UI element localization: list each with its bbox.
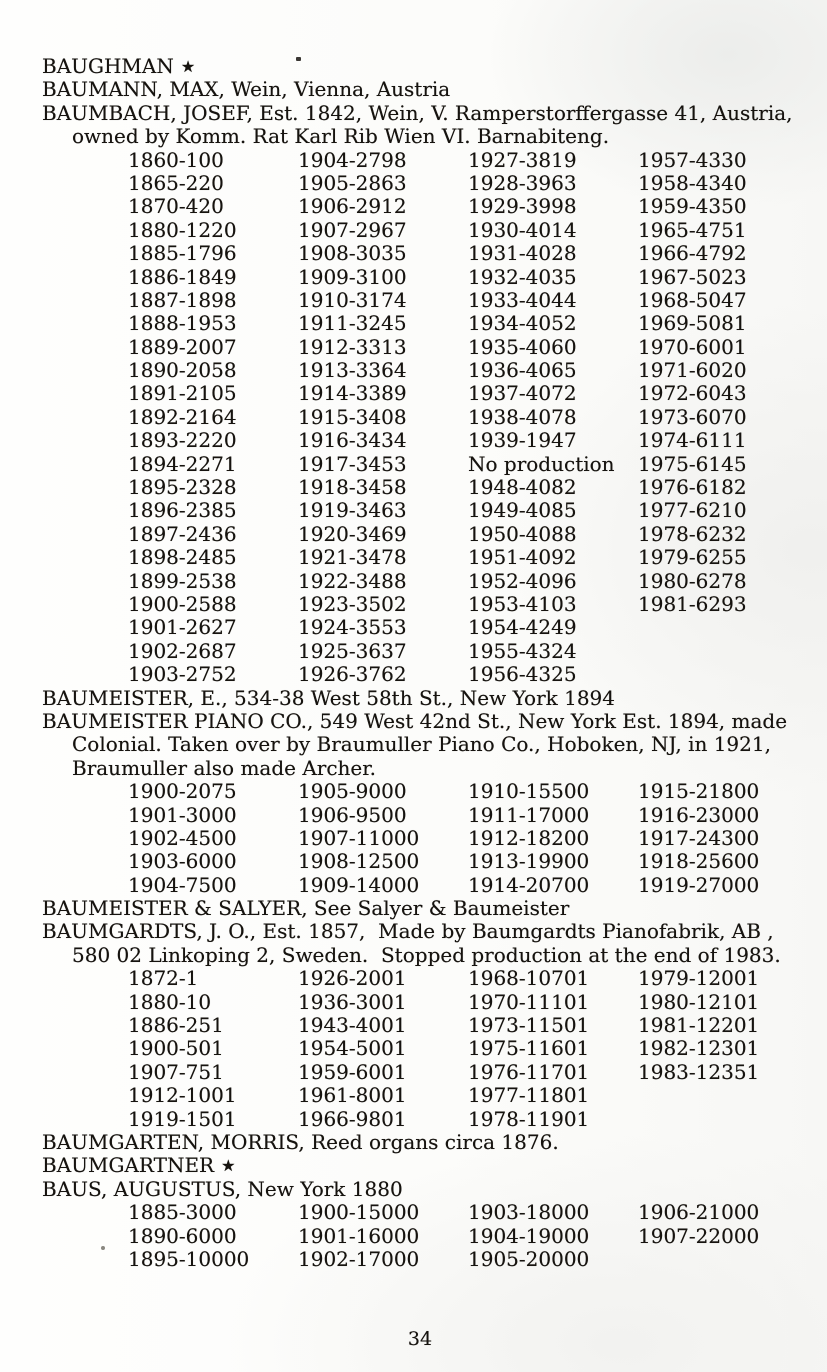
- serial-column: [128, 967, 298, 1131]
- serial-entry: 1926-3762: [298, 662, 407, 687]
- entry-continuation-line: 580 02 Linkoping 2, Sweden. Stopped production at the end of 1983.: [72, 942, 781, 967]
- serial-entry: 1966-4792: [638, 241, 747, 266]
- serial-column: [638, 967, 808, 1131]
- serial-column: [638, 149, 808, 687]
- serial-entry: 1900-15000: [298, 1200, 420, 1225]
- serial-entry: No production: [468, 451, 615, 476]
- serial-entry: 1924-3553: [298, 615, 407, 640]
- serial-entry: 1903-2752: [128, 662, 237, 687]
- serial-entry: 1906-9500: [298, 802, 407, 827]
- serial-entry: 1902-4500: [128, 825, 237, 850]
- entry-heading: [42, 55, 817, 78]
- star-icon: ★: [221, 1156, 236, 1176]
- serial-entry: 1897-2436: [128, 521, 237, 546]
- serial-entry: 1886-251: [128, 1013, 224, 1038]
- serial-entry: 1977-11801: [468, 1083, 590, 1108]
- serial-entry: 1948-4082: [468, 475, 577, 500]
- serial-entry: 1973-11501: [468, 1013, 590, 1038]
- directory-entry: [42, 102, 817, 687]
- serial-entry: 1885-3000: [128, 1200, 237, 1225]
- serial-entry: 1895-2328: [128, 475, 237, 500]
- serial-entry: 1952-4096: [468, 568, 577, 593]
- directory-entry: [42, 1154, 817, 1177]
- serial-entry: 1917-24300: [638, 825, 760, 850]
- serial-column: [468, 1201, 638, 1271]
- serial-number-table: [128, 149, 817, 687]
- entry-heading-text: BAUMEISTER & SALYER, See Salyer & Baumeister: [42, 896, 570, 921]
- serial-entry: 1973-6070: [638, 404, 747, 429]
- serial-entry: 1899-2538: [128, 568, 237, 593]
- directory-entry: [42, 1178, 817, 1272]
- serial-entry: 1919-1501: [128, 1106, 237, 1131]
- serial-entry: 1926-2001: [298, 966, 407, 991]
- serial-column: [298, 780, 468, 897]
- serial-entry: 1956-4325: [468, 662, 577, 687]
- serial-entry: 1915-21800: [638, 779, 760, 804]
- serial-entry: 1872-1: [128, 966, 199, 991]
- entry-heading-text: BAUGHMAN: [42, 54, 174, 78]
- serial-entry: 1979-6255: [638, 545, 747, 570]
- serial-column: [298, 1201, 468, 1271]
- entry-heading: [42, 1178, 817, 1201]
- serial-entry: 1980-6278: [638, 568, 747, 593]
- serial-entry: 1900-2075: [128, 779, 237, 804]
- manufacturer-directory: [42, 55, 817, 1271]
- serial-entry: 1898-2485: [128, 545, 237, 570]
- entry-heading-text: BAUMGARDTS, J. O., Est. 1857, Made by Baumgardts Pianofabrik, AB ,: [42, 919, 774, 944]
- serial-entry: 1870-420: [128, 194, 224, 219]
- serial-entry: 1932-4035: [468, 264, 577, 289]
- serial-entry: 1905-20000: [468, 1246, 590, 1271]
- serial-entry: 1976-6182: [638, 475, 747, 500]
- serial-entry: 1918-3458: [298, 475, 407, 500]
- serial-entry: 1907-22000: [638, 1223, 760, 1248]
- serial-column: [128, 1201, 298, 1271]
- serial-entry: 1975-11601: [468, 1036, 590, 1061]
- entry-heading-text: BAUS, AUGUSTUS, New York 1880: [42, 1176, 403, 1201]
- serial-entry: 1967-5023: [638, 264, 747, 289]
- serial-entry: 1901-2627: [128, 615, 237, 640]
- serial-entry: 1909-14000: [298, 872, 420, 897]
- serial-entry: 1916-3434: [298, 428, 407, 453]
- directory-entry: [42, 78, 817, 101]
- entry-heading: [42, 1131, 817, 1154]
- entry-heading: [42, 1154, 817, 1177]
- serial-entry: 1957-4330: [638, 147, 747, 172]
- serial-entry: 1934-4052: [468, 311, 577, 336]
- serial-entry: 1860-100: [128, 147, 224, 172]
- entry-heading-text: BAUMBACH, JOSEF, Est. 1842, Wein, V. Ramperstorffergasse 41, Austria,: [42, 100, 793, 125]
- serial-number-table: [128, 1201, 817, 1271]
- serial-entry: 1929-3998: [468, 194, 577, 219]
- serial-entry: 1880-10: [128, 989, 212, 1014]
- serial-entry: 1865-220: [128, 170, 224, 195]
- serial-entry: 1966-9801: [298, 1106, 407, 1131]
- serial-entry: 1912-3313: [298, 334, 407, 359]
- serial-entry: 1978-11901: [468, 1106, 590, 1131]
- serial-entry: 1981-6293: [638, 591, 747, 616]
- serial-entry: 1906-21000: [638, 1200, 760, 1225]
- page-number: 34: [407, 1328, 433, 1350]
- serial-entry: 1925-3637: [298, 638, 407, 663]
- serial-entry: 1938-4078: [468, 404, 577, 429]
- serial-entry: 1959-6001: [298, 1059, 407, 1084]
- serial-entry: 1959-4350: [638, 194, 747, 219]
- serial-column: [298, 149, 468, 687]
- entry-heading-text: BAUMGARTNER: [42, 1153, 215, 1178]
- serial-entry: 1978-6232: [638, 521, 747, 546]
- serial-entry: 1955-4324: [468, 638, 577, 663]
- serial-column: [128, 780, 298, 897]
- entry-heading-text: BAUMGARTEN, MORRIS, Reed organs circa 1876.: [42, 1129, 559, 1154]
- serial-entry: 1896-2385: [128, 498, 237, 523]
- serial-entry: 1904-2798: [298, 147, 407, 172]
- serial-entry: 1961-8001: [298, 1083, 407, 1108]
- serial-entry: 1911-17000: [468, 802, 590, 827]
- serial-entry: 1936-3001: [298, 989, 407, 1014]
- serial-entry: 1895-10000: [128, 1246, 250, 1271]
- serial-column: [468, 967, 638, 1131]
- serial-entry: 1893-2220: [128, 428, 237, 453]
- serial-entry: 1933-4044: [468, 287, 577, 312]
- serial-entry: 1891-2105: [128, 381, 237, 406]
- serial-entry: 1921-3478: [298, 545, 407, 570]
- serial-entry: 1918-25600: [638, 849, 760, 874]
- serial-entry: 1901-16000: [298, 1223, 420, 1248]
- serial-entry: 1887-1898: [128, 287, 237, 312]
- serial-entry: 1889-2007: [128, 334, 237, 359]
- serial-column: [638, 780, 808, 897]
- star-icon: ★: [180, 57, 196, 76]
- serial-entry: 1927-3819: [468, 147, 577, 172]
- serial-entry: 1969-5081: [638, 311, 747, 336]
- entry-continuation-line: owned by Komm. Rat Karl Rib Wien VI. Barnabiteng.: [72, 124, 610, 149]
- serial-entry: 1976-11701: [468, 1059, 590, 1084]
- entry-heading-text: BAUMEISTER, E., 534-38 West 58th St., New York 1894: [42, 685, 616, 710]
- serial-column: [638, 1201, 808, 1271]
- serial-entry: 1919-3463: [298, 498, 407, 523]
- serial-entry: 1908-3035: [298, 241, 407, 266]
- serial-entry: 1916-23000: [638, 802, 760, 827]
- entry-heading: [42, 102, 817, 125]
- entry-heading: [42, 897, 817, 920]
- serial-entry: 1980-12101: [638, 989, 760, 1014]
- directory-entry: [42, 55, 817, 78]
- serial-entry: 1912-1001: [128, 1083, 237, 1108]
- entry-heading-text: BAUMANN, MAX, Wein, Vienna, Austria: [42, 77, 451, 102]
- entry-continuation-line: Braumuller also made Archer.: [72, 755, 376, 780]
- serial-entry: 1970-6001: [638, 334, 747, 359]
- serial-entry: 1902-2687: [128, 638, 237, 663]
- serial-entry: 1907-2967: [298, 217, 407, 242]
- serial-entry: 1972-6043: [638, 381, 747, 406]
- serial-entry: 1968-10701: [468, 966, 590, 991]
- serial-entry: 1954-4249: [468, 615, 577, 640]
- serial-entry: 1894-2271: [128, 451, 237, 476]
- serial-entry: 1892-2164: [128, 404, 237, 429]
- serial-entry: 1890-2058: [128, 358, 237, 383]
- serial-entry: 1912-18200: [468, 825, 590, 850]
- serial-column: [298, 967, 468, 1131]
- serial-entry: 1951-4092: [468, 545, 577, 570]
- serial-entry: 1923-3502: [298, 591, 407, 616]
- serial-entry: 1909-3100: [298, 264, 407, 289]
- serial-entry: 1903-6000: [128, 849, 237, 874]
- serial-entry: 1913-19900: [468, 849, 590, 874]
- serial-entry: 1982-12301: [638, 1036, 760, 1061]
- serial-entry: 1954-5001: [298, 1036, 407, 1061]
- serial-entry: 1939-1947: [468, 428, 577, 453]
- serial-entry: 1922-3488: [298, 568, 407, 593]
- serial-entry: 1904-19000: [468, 1223, 590, 1248]
- serial-entry: 1908-12500: [298, 849, 420, 874]
- entry-heading-text: BAUMEISTER PIANO CO., 549 West 42nd St., New York Est. 1894, made: [42, 708, 788, 733]
- directory-entry: [42, 710, 817, 897]
- serial-entry: 1974-6111: [638, 428, 747, 453]
- serial-entry: 1900-501: [128, 1036, 224, 1061]
- serial-entry: 1943-4001: [298, 1013, 407, 1038]
- entry-heading: [42, 687, 817, 710]
- serial-entry: 1890-6000: [128, 1223, 237, 1248]
- serial-entry: 1930-4014: [468, 217, 577, 242]
- entry-heading: [42, 78, 817, 101]
- serial-entry: 1913-3364: [298, 358, 407, 383]
- serial-entry: 1937-4072: [468, 381, 577, 406]
- serial-entry: 1906-2912: [298, 194, 407, 219]
- serial-entry: 1907-11000: [298, 825, 420, 850]
- serial-entry: 1949-4085: [468, 498, 577, 523]
- serial-entry: 1907-751: [128, 1059, 224, 1084]
- serial-entry: 1970-11101: [468, 989, 590, 1014]
- directory-entry: [42, 1131, 817, 1154]
- serial-entry: 1965-4751: [638, 217, 747, 242]
- serial-entry: 1975-6145: [638, 451, 747, 476]
- serial-entry: 1983-12351: [638, 1059, 760, 1084]
- serial-entry: 1911-3245: [298, 311, 407, 336]
- serial-entry: 1900-2588: [128, 591, 237, 616]
- serial-entry: 1888-1953: [128, 311, 237, 336]
- serial-entry: 1880-1220: [128, 217, 237, 242]
- serial-number-table: [128, 780, 817, 897]
- serial-entry: 1905-2863: [298, 170, 407, 195]
- serial-number-table: [128, 967, 817, 1131]
- serial-entry: 1905-9000: [298, 779, 407, 804]
- entry-heading: [42, 920, 817, 943]
- serial-entry: 1914-20700: [468, 872, 590, 897]
- serial-entry: 1935-4060: [468, 334, 577, 359]
- entry-heading: [42, 710, 817, 733]
- directory-entry: [42, 920, 817, 1131]
- serial-entry: 1919-27000: [638, 872, 760, 897]
- serial-column: [468, 149, 638, 687]
- serial-entry: 1971-6020: [638, 358, 747, 383]
- serial-entry: 1968-5047: [638, 287, 747, 312]
- serial-entry: 1901-3000: [128, 802, 237, 827]
- serial-entry: 1931-4028: [468, 241, 577, 266]
- serial-entry: 1920-3469: [298, 521, 407, 546]
- serial-entry: 1950-4088: [468, 521, 577, 546]
- entry-continuation-line: Colonial. Taken over by Braumuller Piano Co., Hoboken, NJ, in 1921,: [72, 732, 771, 757]
- serial-column: [128, 149, 298, 687]
- serial-entry: 1953-4103: [468, 591, 577, 616]
- serial-entry: 1917-3453: [298, 451, 407, 476]
- serial-entry: 1903-18000: [468, 1200, 590, 1225]
- serial-entry: 1928-3963: [468, 170, 577, 195]
- serial-entry: 1936-4065: [468, 358, 577, 383]
- serial-entry: 1910-15500: [468, 779, 590, 804]
- serial-entry: 1914-3389: [298, 381, 407, 406]
- serial-entry: 1886-1849: [128, 264, 237, 289]
- serial-entry: 1904-7500: [128, 872, 237, 897]
- serial-entry: 1915-3408: [298, 404, 407, 429]
- serial-entry: 1885-1796: [128, 241, 237, 266]
- serial-entry: 1958-4340: [638, 170, 747, 195]
- serial-entry: 1902-17000: [298, 1246, 420, 1271]
- directory-entry: [42, 687, 817, 710]
- serial-entry: 1979-12001: [638, 966, 760, 991]
- serial-column: [468, 780, 638, 897]
- serial-entry: 1977-6210: [638, 498, 747, 523]
- serial-entry: 1910-3174: [298, 287, 407, 312]
- directory-entry: [42, 897, 817, 920]
- serial-entry: 1981-12201: [638, 1013, 760, 1038]
